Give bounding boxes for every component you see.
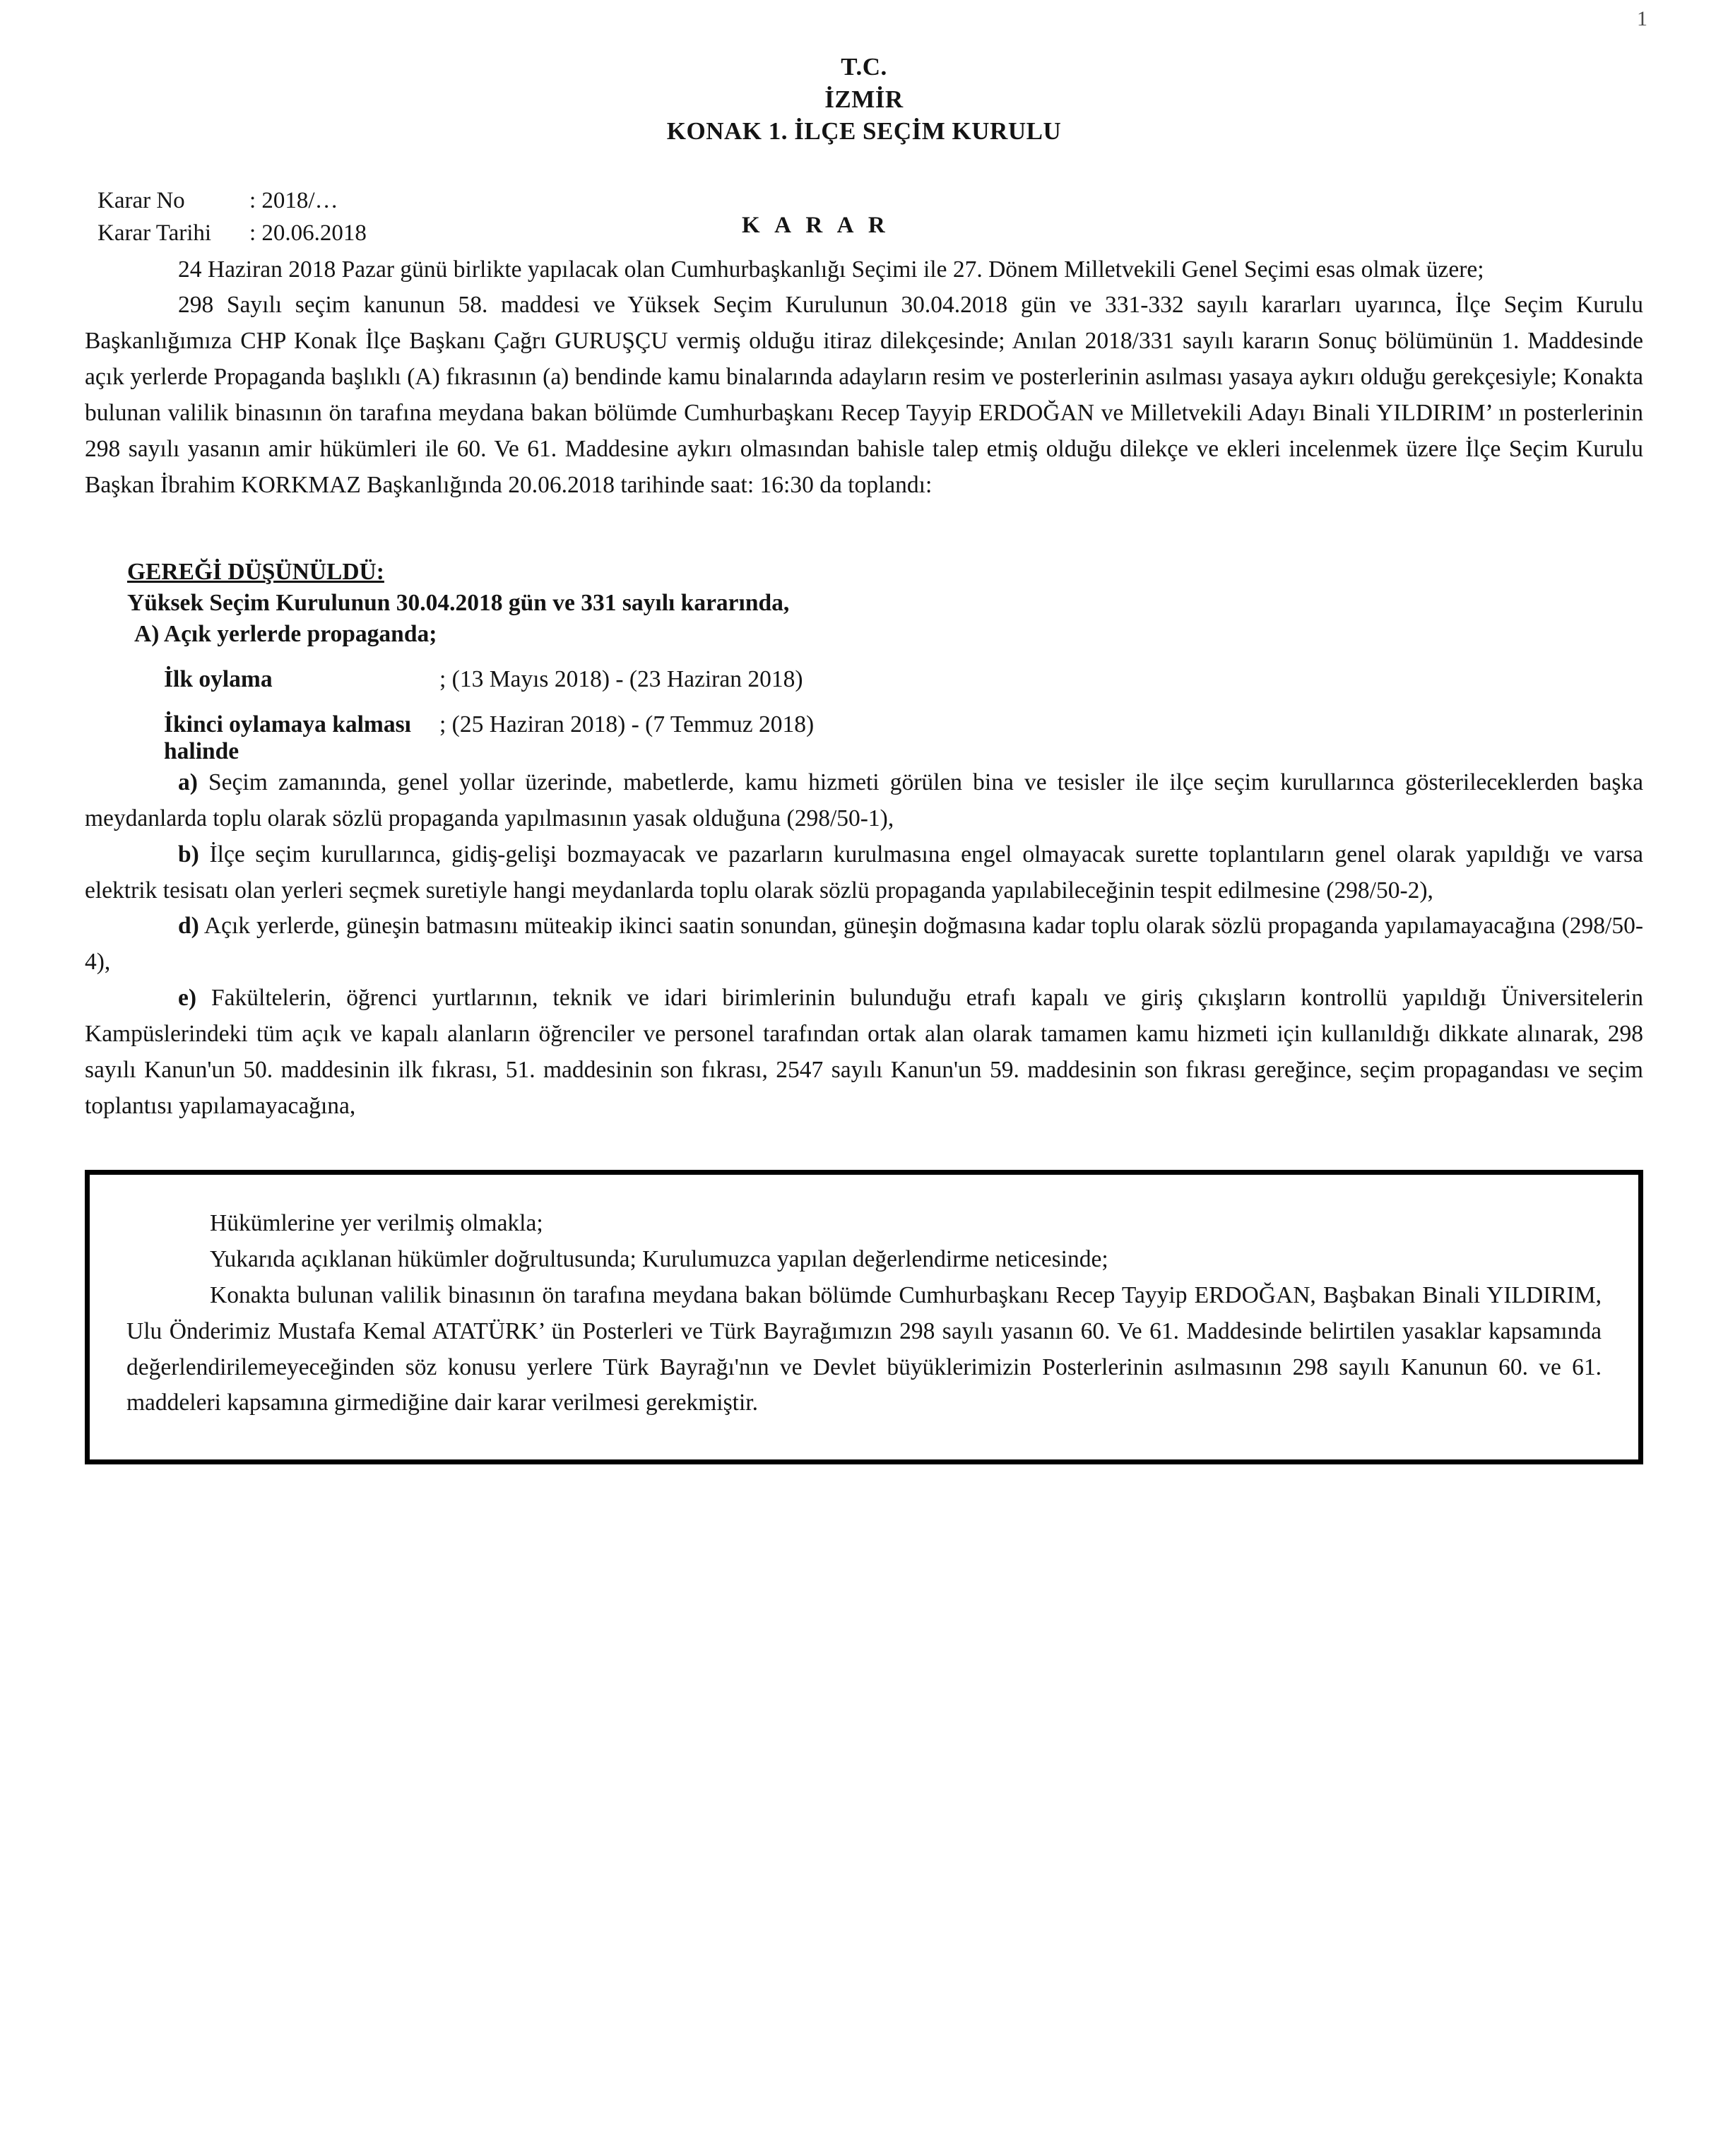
oylama-value-first: ; (13 Mayıs 2018) - (23 Haziran 2018) (439, 665, 803, 692)
highlighted-decision-box (85, 1170, 1643, 1464)
oylama-value-second: ; (25 Haziran 2018) - (7 Temmuz 2018) (439, 711, 815, 738)
intro-paragraph: 24 Haziran 2018 Pazar günü birlikte yapılacak olan Cumhurbaşkanlığı Seçimi ile 27. Dönem Milletvekili Genel Seçimi esas olmak üzere; (178, 256, 1484, 283)
clause-a-title: A) Açık yerlerde propaganda; (134, 620, 437, 647)
oylama-row-first (85, 666, 1643, 693)
oylama-row-second (85, 711, 1643, 765)
document-title: K A R A R (742, 212, 890, 238)
clause-e-text: Fakültelerin, öğrenci yurtlarının, teknik ve idari birimlerinin bulunduğu etrafı kapalı ve giriş çıkışların kontrollü yapıldığı Üniversitelerin Kampüslerindeki tüm açık ve kapalı alanların öğrenciler ve personel tarafından ortak alan olarak tamamen kamu hizmeti için kullanıldığı dikkate alınarak, 298 sayılı Kanun'un 50. maddesinin ilk fıkrası, 51. maddesinin son fıkrası, 2547 sayılı Kanun'un 59. maddesinin son fıkrası gereğince, seçim propagandası ve seçim toplantısı yapılamayacağına, (85, 985, 1643, 1119)
section-heading-text: GEREĞİ DÜŞÜNÜLDÜ: (127, 558, 384, 585)
boxed-line-2: Yukarıda açıklanan hükümler doğrultusunda; Kurulumuzca yapılan değerlendirme neticesinde; (210, 1245, 1108, 1272)
section-subheading: Yüksek Seçim Kurulunun 30.04.2018 gün ve 331 sayılı kararında, (127, 589, 790, 616)
clause-d (85, 908, 1643, 981)
clause-d-text: Açık yerlerde, güneşin batmasını müteakip ikinci saatin sonundan, güneşin doğmasına kadar toplu olarak sözlü propaganda yapılamayacağına (298/50-4), (85, 913, 1643, 976)
clause-a-letter: a) (178, 769, 198, 795)
header-line-board: KONAK 1. İLÇE SEÇİM KURULU (666, 117, 1062, 145)
karar-tarihi-value: : 20.06.2018 (249, 220, 367, 247)
clause-e-letter: e) (178, 985, 197, 1012)
document-meta (85, 184, 1643, 252)
clause-e (85, 981, 1643, 1125)
clause-a (85, 765, 1643, 837)
oylama-label-second: İkinci oylamaya kalması halinde (164, 711, 411, 764)
boxed-line-1: Hükümlerine yer verilmiş olmakla; (210, 1209, 543, 1236)
page-bottom-spacer (85, 1464, 1643, 1493)
clause-b (85, 837, 1643, 909)
clause-a-text: Seçim zamanında, genel yollar üzerinde, mabetlerde, kamu hizmeti görülen bina ve tesisler ile ilçe seçim kurullarınca gösterileceklerden başka meydanlarda toplu olarak sözlü propaganda yapılmasının yasak olduğuna (298/50-1), (85, 769, 1643, 831)
meta-fields (97, 184, 367, 251)
clause-d-letter: d) (178, 913, 199, 940)
meta-row-karar-no (97, 184, 367, 218)
boxed-line-3: Konakta bulunan valilik binasının ön tarafına meydana bakan bölümde Cumhurbaşkanı Recep Tayyip ERDOĞAN, Başbakan Binali YILDIRIM, Ulu Önderimiz Mustafa Kemal ATATÜRK’ ün Posterleri ve Türk Bayrağımızın 298 sayılı yasanın 60. Ve 61. Maddesinde belirtilen yasaklar kapsamında değerlendirilemeyeceğinden söz konusu yerlere Türk Bayrağı'nın ve Devlet büyüklerimizin Posterlerinin asılmasının 298 sayılı Kanunun 60. ve 61. maddeleri kapsamına girmediğine dair karar verilmesi gerekmiştir. (126, 1281, 1602, 1416)
body-paragraph-1: 298 Sayılı seçim kanunun 58. maddesi ve Yüksek Seçim Kurulunun 30.04.2018 gün ve 331-332 sayılı kararları uyarınca, İlçe Seçim Kurulu Başkanlığımıza CHP Konak İlçe Başkanı Çağrı GURUŞÇU vermiş olduğu itiraz dilekçesinde; Anılan 2018/331 sayılı kararın Sonuç bölümünün 1. Maddesinde açık yerlerde Propaganda başlıklı (A) fıkrasının (a) bendinde kamu binalarında adayların resim ve posterlerinin asılması yasaya aykırı olduğu gerekçesiyle; Konakta bulunan valilik binasının ön tarafına meydana bakan bölümde Cumhurbaşkanı Recep Tayyip ERDOĞAN ve Milletvekili Adayı Binali YILDIRIM’ ın posterlerinin 298 sayılı yasanın amir hükümleri ile 60. Ve 61. Maddesine aykırı olmasından bahisle talep etmiş olduğu dilekçe ve ekleri incelenmek üzere İlçe Seçim Kurulu Başkan İbrahim KORKMAZ Başkanlığında 20.06.2018 tarihinde saat: 16:30 da toplandı: (85, 292, 1643, 498)
oylama-label-first: İlk oylama (164, 665, 273, 692)
karar-tarihi-label: Karar Tarihi (97, 220, 212, 247)
header-line-tc: T.C. (841, 53, 887, 81)
section-heading (85, 559, 1643, 586)
document-header (85, 51, 1643, 148)
clause-b-letter: b) (178, 841, 199, 867)
page-number: 1 (1637, 7, 1647, 30)
meta-row-karar-tarihi (97, 217, 367, 250)
karar-no-label: Karar No (97, 187, 185, 213)
karar-no-value: : 2018/… (249, 187, 338, 213)
clause-b-text: İlçe seçim kurullarınca, gidiş-gelişi bozmayacak ve pazarların kurulmasına engel olmayacak surette toplantıların genel olarak yapıldığı ve varsa elektrik tesisatı olan yerleri seçmek suretiyle hangi meydanlarda toplu olarak sözlü propaganda yapılabileceğinin tespit edilmesine (298/50-2), (85, 841, 1643, 904)
header-line-city: İZMİR (824, 85, 904, 113)
